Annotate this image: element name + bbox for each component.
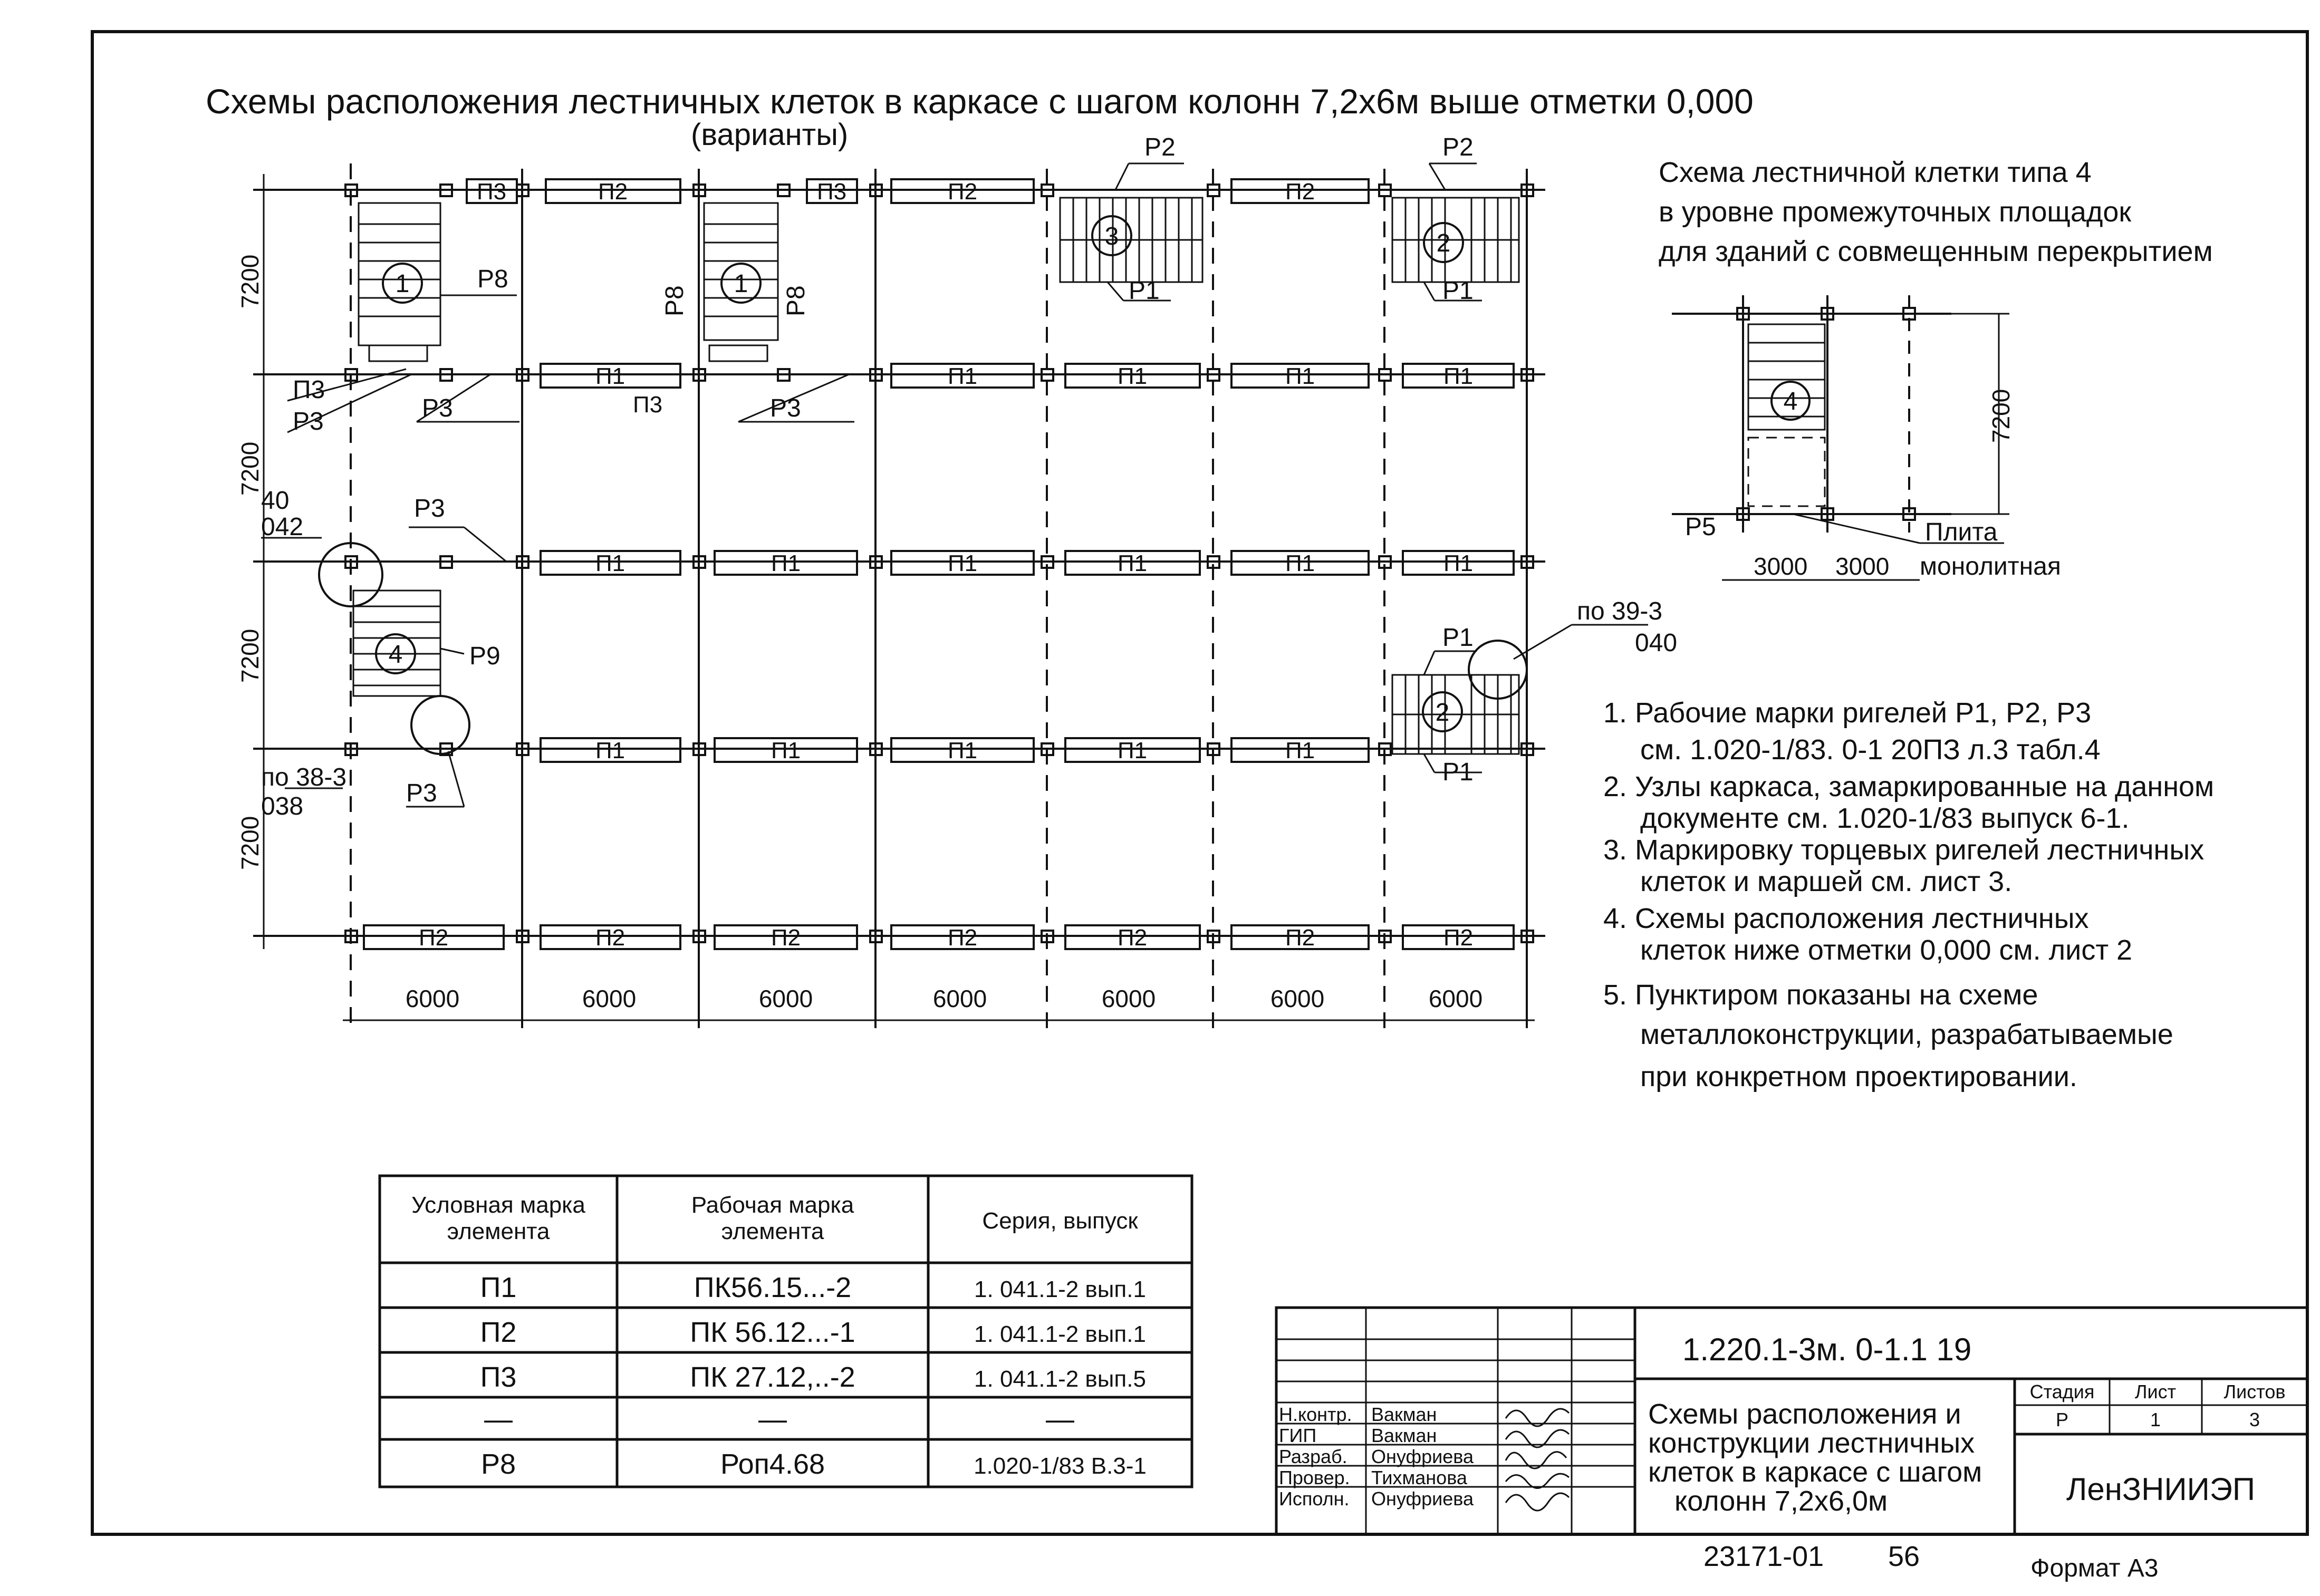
svg-text:3000: 3000 bbox=[1835, 553, 1890, 580]
svg-text:элемента: элемента bbox=[721, 1218, 824, 1244]
svg-text:3. Маркировку торцевых ригелей: 3. Маркировку торцевых ригелей лестничных bbox=[1603, 834, 2205, 866]
svg-text:Онуфриева: Онуфриева bbox=[1371, 1488, 1474, 1510]
svg-text:элемента: элемента bbox=[447, 1218, 550, 1244]
sheet-title: Схемы расположения лестничных клеток в каркасе с шагом колонн 7,2х6м выше отметки 0,000 bbox=[206, 82, 1754, 121]
svg-text:ГИП: ГИП bbox=[1279, 1425, 1317, 1446]
table-cell: ПК56.15...-2 bbox=[694, 1272, 852, 1303]
svg-text:Р9: Р9 bbox=[469, 642, 500, 670]
svg-text:П1: П1 bbox=[947, 550, 978, 576]
stair-cells bbox=[353, 198, 1519, 754]
svg-text:клеток и маршей см. лист 3.: клеток и маршей см. лист 3. bbox=[1640, 866, 2013, 897]
svg-text:Стадия: Стадия bbox=[2029, 1381, 2095, 1402]
svg-text:П1: П1 bbox=[771, 550, 801, 576]
svg-text:2. Узлы каркаса, замаркированн: 2. Узлы каркаса, замаркированные на данном bbox=[1603, 771, 2215, 802]
stair-1-a: 1 bbox=[395, 270, 410, 298]
svg-text:Схемы расположения и: Схемы расположения и bbox=[1648, 1398, 1961, 1430]
svg-text:П1: П1 bbox=[1443, 363, 1474, 389]
svg-text:6000: 6000 bbox=[405, 985, 460, 1012]
svg-text:П1: П1 bbox=[1117, 738, 1148, 763]
svg-text:П2: П2 bbox=[1285, 179, 1315, 205]
svg-text:40: 40 bbox=[261, 487, 290, 515]
svg-text:Р: Р bbox=[2055, 1409, 2069, 1430]
svg-text:колонн 7,2х6,0м: колонн 7,2х6,0м bbox=[1674, 1485, 1888, 1517]
svg-text:Листов: Листов bbox=[2223, 1381, 2286, 1402]
table-cell: — bbox=[758, 1404, 787, 1435]
svg-text:Р5: Р5 bbox=[1685, 513, 1716, 541]
svg-text:Р1: Р1 bbox=[1442, 758, 1474, 786]
svg-text:П1: П1 bbox=[595, 550, 625, 576]
table-cell: 1. 041.1-2 вып.1 bbox=[974, 1321, 1146, 1347]
table-cell: П1 bbox=[480, 1272, 517, 1303]
svg-text:Р3: Р3 bbox=[293, 408, 324, 436]
svg-text:П1: П1 bbox=[771, 738, 801, 763]
svg-text:Плита: Плита bbox=[1925, 518, 1998, 546]
svg-text:3: 3 bbox=[2249, 1409, 2260, 1430]
table-cell: Роп4.68 bbox=[720, 1448, 825, 1480]
svg-text:6000: 6000 bbox=[932, 985, 987, 1012]
svg-text:П2: П2 bbox=[1285, 925, 1315, 951]
svg-text:Серия, выпуск: Серия, выпуск bbox=[982, 1208, 1138, 1234]
svg-text:П3: П3 bbox=[293, 376, 325, 404]
svg-text:1. Рабочие марки ригелей Р1, Р: 1. Рабочие марки ригелей Р1, Р2, Р3 bbox=[1603, 697, 2092, 729]
svg-text:038: 038 bbox=[261, 792, 304, 820]
floor-plan bbox=[236, 133, 1677, 1028]
svg-text:Р1: Р1 bbox=[1129, 277, 1160, 305]
svg-text:7200: 7200 bbox=[236, 254, 264, 308]
svg-text:П3: П3 bbox=[476, 179, 507, 205]
svg-text:П2: П2 bbox=[947, 925, 978, 951]
svg-text:1.220.1-3м. 0-1.1 19: 1.220.1-3м. 0-1.1 19 bbox=[1682, 1332, 1972, 1367]
svg-text:П2: П2 bbox=[1443, 925, 1474, 951]
elements-table bbox=[380, 1176, 1192, 1487]
table-cell: ПК 27.12,..-2 bbox=[690, 1361, 855, 1393]
svg-text:документе см. 1.020-1/83 выпус: документе см. 1.020-1/83 выпуск 6-1. bbox=[1640, 802, 2130, 834]
svg-text:042: 042 bbox=[261, 513, 304, 541]
svg-text:П2: П2 bbox=[595, 925, 625, 951]
svg-text:Р3: Р3 bbox=[422, 394, 453, 422]
table-cell: П2 bbox=[480, 1317, 517, 1348]
svg-text:П1: П1 bbox=[1285, 738, 1315, 763]
svg-text:4: 4 bbox=[1783, 388, 1798, 415]
svg-text:П1: П1 bbox=[1117, 550, 1148, 576]
svg-text:по 38-3: по 38-3 bbox=[261, 763, 347, 791]
svg-text:для зданий с совмещенным перек: для зданий с совмещенным перекрытием bbox=[1659, 236, 2213, 267]
svg-text:7200: 7200 bbox=[236, 816, 264, 870]
svg-text:Разраб.: Разраб. bbox=[1279, 1446, 1347, 1467]
svg-text:Р3: Р3 bbox=[770, 394, 801, 422]
svg-text:Тихманова: Тихманова bbox=[1371, 1467, 1467, 1488]
svg-text:клеток ниже отметки 0,000 см.: клеток ниже отметки 0,000 см. лист 2 bbox=[1640, 934, 2133, 966]
svg-text:П1: П1 bbox=[595, 363, 625, 389]
svg-text:П1: П1 bbox=[947, 363, 978, 389]
sheet-subtitle: (варианты) bbox=[691, 118, 849, 152]
svg-text:П2: П2 bbox=[947, 179, 978, 205]
svg-text:Р2: Р2 bbox=[1442, 133, 1474, 161]
svg-text:6000: 6000 bbox=[1428, 985, 1483, 1012]
svg-text:металлоконструкции, разрабатыв: металлоконструкции, разрабатываемые bbox=[1640, 1019, 2173, 1050]
stair-markers bbox=[319, 216, 1527, 754]
svg-text:Лист: Лист bbox=[2134, 1381, 2177, 1402]
svg-text:П2: П2 bbox=[598, 179, 628, 205]
format-label: Формат А3 bbox=[2030, 1554, 2159, 1582]
svg-text:при конкретном проектировании.: при конкретном проектировании. bbox=[1640, 1061, 2077, 1092]
svg-text:Р3: Р3 bbox=[406, 779, 437, 807]
svg-text:Провер.: Провер. bbox=[1279, 1467, 1350, 1488]
svg-text:6000: 6000 bbox=[758, 985, 813, 1012]
table-cell: 1. 041.1-2 вып.5 bbox=[974, 1366, 1146, 1392]
svg-text:6000: 6000 bbox=[1270, 985, 1325, 1012]
svg-text:ЛенЗНИИЭП: ЛенЗНИИЭП bbox=[2066, 1472, 2255, 1507]
svg-text:Р8: Р8 bbox=[477, 265, 508, 293]
stair-3: 3 bbox=[1104, 223, 1119, 250]
svg-text:в уровне промежуточных площадо: в уровне промежуточных площадок bbox=[1659, 196, 2132, 228]
type4-schema bbox=[1659, 157, 2213, 581]
svg-text:по 39-3: по 39-3 bbox=[1577, 597, 1663, 625]
slabs bbox=[364, 179, 1514, 949]
svg-text:1: 1 bbox=[2150, 1409, 2161, 1430]
table-cell: — bbox=[1046, 1404, 1074, 1435]
svg-text:клеток в каркасе с шагом: клеток в каркасе с шагом bbox=[1648, 1456, 1982, 1488]
svg-text:см. 1.020-1/83. 0-1 20ПЗ л.3 т: см. 1.020-1/83. 0-1 20ПЗ л.3 табл.4 bbox=[1640, 734, 2101, 766]
svg-text:П1: П1 bbox=[595, 738, 625, 763]
svg-text:7200: 7200 bbox=[1987, 389, 2015, 443]
svg-text:Схема лестничной клетки типа 4: Схема лестничной клетки типа 4 bbox=[1659, 157, 2092, 188]
page-number: 56 bbox=[1888, 1541, 1920, 1572]
svg-text:Р8: Р8 bbox=[782, 285, 810, 316]
svg-text:П3: П3 bbox=[633, 392, 663, 418]
svg-text:Р2: Р2 bbox=[1144, 133, 1176, 161]
dimensions bbox=[236, 174, 1535, 1020]
beam-labels bbox=[261, 133, 1677, 820]
svg-text:конструкции лестничных: конструкции лестничных bbox=[1648, 1427, 1975, 1459]
svg-text:7200: 7200 bbox=[236, 628, 264, 683]
svg-text:П1: П1 bbox=[1117, 363, 1148, 389]
svg-text:Рабочая марка: Рабочая марка bbox=[691, 1192, 854, 1218]
svg-text:П2: П2 bbox=[1117, 925, 1148, 951]
svg-text:Онуфриева: Онуфриева bbox=[1371, 1446, 1474, 1467]
svg-text:П1: П1 bbox=[947, 738, 978, 763]
svg-text:Исполн.: Исполн. bbox=[1279, 1488, 1350, 1510]
table-cell: — bbox=[484, 1404, 513, 1435]
svg-text:П1: П1 bbox=[1443, 550, 1474, 576]
column-nodes bbox=[345, 185, 1533, 942]
inventory-number: 23171-01 bbox=[1703, 1541, 1824, 1572]
svg-text:П2: П2 bbox=[418, 925, 449, 951]
svg-text:Р1: Р1 bbox=[1442, 624, 1474, 652]
svg-text:7200: 7200 bbox=[236, 441, 264, 496]
svg-text:монолитная: монолитная bbox=[1920, 553, 2061, 581]
stair-2-a: 2 bbox=[1436, 229, 1451, 257]
svg-text:Р8: Р8 bbox=[661, 285, 689, 316]
table-cell: 1.020-1/83 В.3-1 bbox=[974, 1453, 1147, 1479]
stair-1-b: 1 bbox=[734, 270, 748, 298]
svg-text:П1: П1 bbox=[1285, 550, 1315, 576]
title-block bbox=[1276, 1308, 2307, 1534]
svg-text:П1: П1 bbox=[1285, 363, 1315, 389]
grid-lines bbox=[253, 163, 1545, 1028]
svg-text:5. Пунктиром показаны на схеме: 5. Пунктиром показаны на схеме bbox=[1603, 979, 2038, 1011]
svg-text:Вакман: Вакман bbox=[1371, 1404, 1437, 1425]
svg-text:Р1: Р1 bbox=[1442, 277, 1474, 305]
svg-text:Вакман: Вакман bbox=[1371, 1425, 1437, 1446]
table-cell: Р8 bbox=[480, 1448, 516, 1480]
svg-text:3000: 3000 bbox=[1754, 553, 1808, 580]
table-cell: 1. 041.1-2 вып.1 bbox=[974, 1276, 1146, 1302]
svg-text:Р3: Р3 bbox=[414, 495, 445, 523]
slab-labels bbox=[419, 179, 1473, 951]
table-cell: ПК 56.12...-1 bbox=[690, 1317, 855, 1348]
svg-text:040: 040 bbox=[1635, 629, 1678, 657]
stair-4: 4 bbox=[388, 641, 403, 669]
table-cell: П3 bbox=[480, 1361, 517, 1393]
svg-text:Н.контр.: Н.контр. bbox=[1279, 1404, 1352, 1425]
svg-text:Условная марка: Условная марка bbox=[411, 1192, 585, 1218]
svg-text:4. Схемы расположения лестничн: 4. Схемы расположения лестничных bbox=[1603, 903, 2089, 934]
notes bbox=[1603, 697, 2214, 1092]
svg-text:П2: П2 bbox=[771, 925, 801, 951]
stair-2-b: 2 bbox=[1435, 699, 1450, 727]
svg-text:6000: 6000 bbox=[582, 985, 637, 1012]
svg-text:П3: П3 bbox=[816, 179, 847, 205]
svg-text:6000: 6000 bbox=[1101, 985, 1156, 1012]
